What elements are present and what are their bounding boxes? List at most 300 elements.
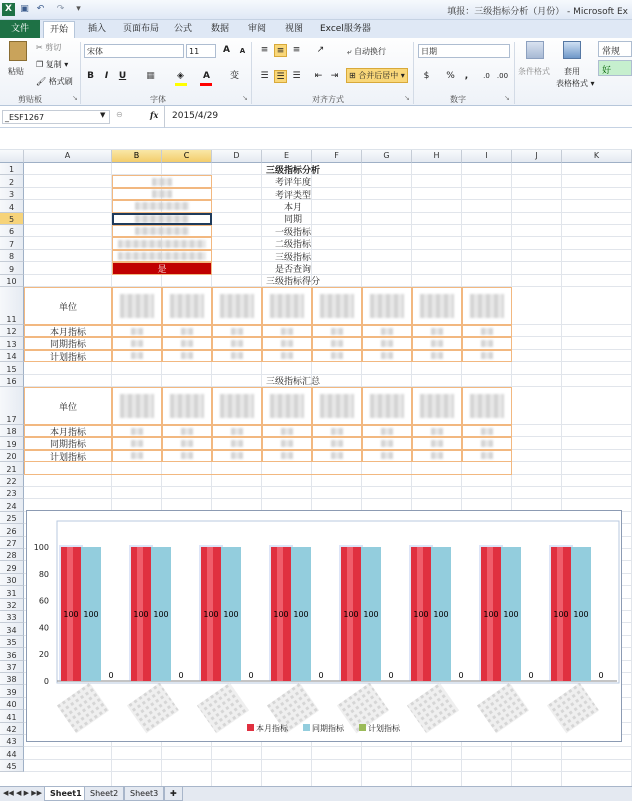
row-header-4[interactable]: 4: [0, 200, 24, 212]
increase-indent-icon[interactable]: ⇥: [330, 71, 339, 81]
number-launcher-icon[interactable]: ↘: [504, 94, 510, 102]
row-header-38[interactable]: 38: [0, 673, 24, 685]
row-header-10[interactable]: 10: [0, 275, 24, 287]
align-top-icon[interactable]: ≡: [260, 45, 269, 55]
alignment-group-label: 对齐方式: [312, 95, 344, 104]
score-table-value-cell: [462, 325, 512, 337]
conditional-format-icon[interactable]: [526, 41, 544, 59]
summary-table-value-cell: [462, 425, 512, 437]
row-header-21[interactable]: 21: [0, 462, 24, 474]
redacted-category-label: [127, 683, 179, 734]
row-header-6[interactable]: 6: [0, 225, 24, 237]
row-header-27[interactable]: 27: [0, 537, 24, 549]
brush-icon: 🖌: [36, 77, 47, 86]
redacted-value: [481, 440, 493, 447]
row-header-44[interactable]: 44: [0, 747, 24, 759]
undo-icon[interactable]: ↶: [36, 4, 45, 14]
data-label: 100: [413, 610, 429, 619]
customize-toolbar-icon[interactable]: ▾: [76, 4, 81, 14]
sheet-tab-1[interactable]: Sheet1: [44, 787, 88, 801]
increase-decimal-icon[interactable]: .0: [483, 72, 490, 80]
font-group-label: 字体: [150, 95, 166, 104]
tab-file[interactable]: 文件: [0, 20, 40, 38]
redacted-value: [281, 352, 293, 359]
summary-table-row-label: 同期指标: [24, 437, 112, 449]
redacted-value: [381, 440, 393, 447]
column-header-c[interactable]: C: [162, 150, 212, 163]
score-table-value-cell: [312, 350, 362, 362]
bold-button[interactable]: B: [87, 71, 94, 81]
redacted-value: [481, 428, 493, 435]
summary-table-unit-name: [362, 387, 412, 425]
decrease-indent-icon[interactable]: ⇤: [314, 71, 323, 81]
redacted-value: [131, 428, 143, 435]
row-header-22[interactable]: 22: [0, 475, 24, 487]
font-color-icon[interactable]: A: [203, 71, 210, 81]
sheet-tab-3[interactable]: Sheet3: [124, 787, 164, 801]
summary-table-value-cell: [462, 437, 512, 449]
row-header-30[interactable]: 30: [0, 574, 24, 586]
grow-font-button[interactable]: A: [223, 45, 230, 55]
row-header-25[interactable]: 25: [0, 512, 24, 524]
row-header-41[interactable]: 41: [0, 710, 24, 722]
scissors-icon: ✂: [36, 43, 43, 52]
fill-color-icon[interactable]: ◈: [177, 71, 184, 81]
copy-label: 复制 ▾: [45, 60, 69, 69]
redacted-value: [331, 452, 343, 459]
redacted-category-label: [477, 683, 529, 734]
style-normal[interactable]: 常规: [598, 41, 632, 57]
score-table-unit-name: [262, 287, 312, 325]
row-header-20[interactable]: 20: [0, 450, 24, 462]
row-header-16[interactable]: 16: [0, 375, 24, 387]
italic-button[interactable]: I: [104, 71, 109, 81]
fill-color-swatch: [175, 83, 187, 86]
score-table-value-cell: [412, 350, 462, 362]
field-value: [112, 200, 212, 212]
row-header-13[interactable]: 13: [0, 337, 24, 349]
align-center-icon[interactable]: ☰: [274, 70, 287, 83]
row-header-18[interactable]: 18: [0, 425, 24, 437]
row-header-19[interactable]: 19: [0, 437, 24, 449]
row-header-29[interactable]: 29: [0, 561, 24, 573]
number-format-select[interactable]: 日期: [418, 44, 510, 58]
redacted-value: [470, 294, 504, 318]
summary-table-value-cell: [262, 425, 312, 437]
redacted-value: [231, 328, 243, 335]
redacted-value: [481, 352, 493, 359]
score-table-row-label: 同期指标: [24, 337, 112, 349]
score-table-unit-name: [212, 287, 262, 325]
score-table-title: 三级指标得分: [265, 277, 320, 287]
redacted-value: [181, 328, 193, 335]
data-label: 100: [553, 610, 569, 619]
align-middle-icon[interactable]: ≡: [274, 44, 287, 57]
redacted-value: [231, 340, 243, 347]
number-group-label: 数字: [450, 95, 466, 104]
row-header-3[interactable]: 3: [0, 188, 24, 200]
row-header-8[interactable]: 8: [0, 250, 24, 262]
clipboard-group-label: 剪贴板: [18, 95, 42, 104]
summary-table-value-cell: [362, 450, 412, 462]
data-label: 0: [528, 671, 534, 680]
data-label: 0: [388, 671, 394, 680]
ribbon: [0, 38, 632, 106]
formula-bar: [0, 106, 632, 128]
comma-button[interactable]: ,: [464, 71, 469, 81]
row-header-11[interactable]: 11: [0, 287, 24, 325]
cut-button[interactable]: [36, 42, 61, 53]
tab-home[interactable]: 开始: [43, 21, 75, 38]
font-name-select[interactable]: 宋体: [84, 44, 184, 58]
row-header-9[interactable]: 9: [0, 262, 24, 274]
redacted-value: [381, 452, 393, 459]
redacted-value: [281, 452, 293, 459]
wrap-text-button[interactable]: [347, 46, 386, 57]
row-header-2[interactable]: 2: [0, 175, 24, 187]
data-label: 100: [573, 610, 589, 619]
format-as-table-line1[interactable]: 套用: [564, 67, 580, 76]
field-label: 考评类型: [274, 190, 311, 201]
row-header-7[interactable]: 7: [0, 237, 24, 249]
redacted-value: [135, 227, 189, 235]
row-header-28[interactable]: 28: [0, 549, 24, 561]
redacted-value: [431, 340, 443, 347]
redacted-value: [181, 440, 193, 447]
tab-data[interactable]: 数据: [211, 24, 230, 34]
copy-icon: ❐: [36, 60, 44, 69]
redacted-value: [481, 328, 493, 335]
row-header-45[interactable]: 45: [0, 760, 24, 772]
paste-button[interactable]: 粘贴: [8, 67, 24, 76]
separator: [413, 42, 414, 104]
format-as-table-line2[interactable]: 表格格式 ▾: [556, 79, 595, 88]
data-label: 100: [83, 610, 99, 619]
data-label: 100: [273, 610, 289, 619]
y-tick-label: 20: [38, 650, 49, 660]
summary-table-row-label: 计划指标: [24, 450, 112, 462]
legend-swatch: [359, 724, 366, 731]
score-table-value-cell: [212, 350, 262, 362]
summary-table-unit-name: [412, 387, 462, 425]
excel-app-icon[interactable]: X: [2, 3, 15, 16]
redacted-value: [220, 294, 254, 318]
gridline: [24, 486, 632, 487]
separator: [80, 42, 81, 104]
font-size-select[interactable]: 11: [186, 44, 216, 58]
row-header-15[interactable]: 15: [0, 362, 24, 374]
summary-table-value-cell: [312, 450, 362, 462]
redacted-value: [481, 452, 493, 459]
percent-button[interactable]: %: [446, 71, 455, 81]
redacted-value: [118, 252, 206, 260]
column-header-h[interactable]: H: [412, 150, 462, 163]
redacted-value: [281, 440, 293, 447]
row-header-33[interactable]: 33: [0, 611, 24, 623]
score-table-value-cell: [162, 350, 212, 362]
redacted-value: [231, 428, 243, 435]
align-left-icon[interactable]: ☰: [260, 71, 269, 81]
cut-label: 剪切: [45, 43, 62, 52]
redacted-value: [181, 428, 193, 435]
summary-table-title: 三级指标汇总: [265, 377, 320, 387]
data-label: 100: [293, 610, 309, 619]
legend-label: 计划指标: [368, 724, 400, 733]
redacted-value: [320, 294, 354, 318]
score-table-value-cell: [312, 325, 362, 337]
summary-table-unit-name: [112, 387, 162, 425]
summary-table-value-cell: [362, 437, 412, 449]
redacted-value: [152, 178, 172, 186]
tab-view[interactable]: 视图: [285, 24, 304, 34]
tab-page-layout[interactable]: 页面布局: [123, 24, 160, 34]
name-box[interactable]: _ESF1267: [2, 110, 110, 124]
tab-insert[interactable]: 插入: [88, 24, 107, 34]
redacted-value: [331, 428, 343, 435]
score-table-unit-name: [362, 287, 412, 325]
redacted-category-label: [197, 683, 249, 734]
row-header-31[interactable]: 31: [0, 586, 24, 598]
data-label: 100: [503, 610, 519, 619]
redacted-value: [131, 440, 143, 447]
score-table-value-cell: [262, 337, 312, 349]
conditional-format-button[interactable]: 条件格式: [518, 67, 550, 76]
data-label: 100: [483, 610, 499, 619]
summary-table-value-cell: [162, 437, 212, 449]
summary-table-value-cell: [112, 425, 162, 437]
row-header-32[interactable]: 32: [0, 599, 24, 611]
row-header-12[interactable]: 12: [0, 325, 24, 337]
formula-input[interactable]: 2015/4/29: [172, 111, 219, 121]
field-label: 二级指标: [274, 240, 311, 250]
redacted-value: [131, 328, 143, 335]
score-table-value-cell: [212, 325, 262, 337]
redacted-value: [135, 202, 189, 210]
score-table-value-cell: [162, 325, 212, 337]
active-cell[interactable]: [112, 213, 212, 225]
merge-center-button[interactable]: ⊞ 合并后居中 ▾: [346, 68, 408, 83]
redacted-value: [431, 428, 443, 435]
score-table-value-cell: [262, 325, 312, 337]
currency-icon[interactable]: $: [423, 71, 430, 81]
redacted-value: [152, 190, 172, 198]
font-launcher-icon[interactable]: ↘: [242, 94, 248, 102]
redacted-value: [431, 352, 443, 359]
copy-button[interactable]: [36, 59, 68, 70]
redacted-value: [181, 452, 193, 459]
redacted-value: [431, 328, 443, 335]
align-bottom-icon[interactable]: ≡: [292, 45, 301, 55]
redacted-value: [381, 428, 393, 435]
redacted-value: [331, 352, 343, 359]
row-header-1[interactable]: 1: [0, 163, 24, 175]
score-table-value-cell: [312, 337, 362, 349]
summary-table-unit-name: [162, 387, 212, 425]
column-header-k[interactable]: K: [562, 150, 632, 163]
format-as-table-icon[interactable]: [563, 41, 581, 59]
row-header-43[interactable]: 43: [0, 735, 24, 747]
redacted-value: [420, 294, 454, 318]
summary-table-row-label: 本月指标: [24, 425, 112, 437]
redacted-value: [381, 352, 393, 359]
redacted-value: [370, 394, 404, 418]
insert-function-icon[interactable]: fx: [150, 110, 159, 120]
summary-table-value-cell: [262, 450, 312, 462]
redacted-category-label: [547, 683, 599, 734]
column-header-a[interactable]: A: [24, 150, 112, 163]
redacted-value: [231, 440, 243, 447]
column-header-d[interactable]: D: [212, 150, 262, 163]
score-table-unit-name: [312, 287, 362, 325]
field-value: [112, 250, 212, 262]
sheet-title: 三级指标分析: [265, 165, 320, 176]
score-table-unit-label: 单位: [24, 287, 112, 325]
redacted-value: [281, 428, 293, 435]
align-right-icon[interactable]: ☰: [292, 71, 301, 81]
save-icon[interactable]: ▣: [20, 4, 29, 14]
score-table-unit-name: [412, 287, 462, 325]
redacted-value: [170, 294, 204, 318]
insert-sheet-icon[interactable]: ✚: [164, 787, 183, 801]
row-header-36[interactable]: 36: [0, 648, 24, 660]
alignment-launcher-icon[interactable]: ↘: [404, 94, 410, 102]
score-table-unit-name: [462, 287, 512, 325]
redacted-category-label: [57, 683, 109, 734]
summary-table-value-cell: [412, 425, 462, 437]
row-header-14[interactable]: 14: [0, 350, 24, 362]
redacted-value: [370, 294, 404, 318]
score-table-value-cell: [212, 337, 262, 349]
phonetic-icon[interactable]: 变: [229, 71, 239, 81]
column-header-j[interactable]: J: [512, 150, 562, 163]
shrink-font-button[interactable]: A: [239, 47, 246, 55]
row-header-35[interactable]: 35: [0, 636, 24, 648]
summary-table-value-cell: [212, 425, 262, 437]
data-label: 100: [363, 610, 379, 619]
sheet-tab-2[interactable]: Sheet2: [84, 787, 124, 801]
border-icon[interactable]: ▦: [146, 71, 155, 81]
redacted-value: [331, 328, 343, 335]
summary-table-value-cell: [212, 450, 262, 462]
redacted-value: [481, 340, 493, 347]
redacted-value: [120, 294, 154, 318]
row-header-34[interactable]: 34: [0, 623, 24, 635]
data-label: 0: [178, 671, 184, 680]
data-label: 100: [63, 610, 79, 619]
tab-review[interactable]: 审阅: [248, 24, 267, 34]
redacted-value: [131, 352, 143, 359]
tab-excel-server[interactable]: Excel服务器: [320, 24, 371, 34]
clipboard-launcher-icon[interactable]: ↘: [72, 94, 78, 102]
summary-table-value-cell: [312, 425, 362, 437]
field-value: [112, 188, 212, 200]
field-value: [112, 237, 212, 249]
sheet-tab-bar: [0, 786, 632, 801]
redacted-value: [431, 440, 443, 447]
redacted-value: [181, 352, 193, 359]
score-table-row-label: 计划指标: [24, 350, 112, 362]
redacted-value: [281, 328, 293, 335]
row-header-39[interactable]: 39: [0, 685, 24, 697]
gridline: [24, 498, 632, 499]
column-header-b[interactable]: B: [112, 150, 162, 163]
tab-formulas[interactable]: 公式: [174, 24, 193, 34]
row-header-26[interactable]: 26: [0, 524, 24, 536]
underline-button[interactable]: U: [118, 71, 127, 81]
format-painter-button[interactable]: [36, 76, 73, 87]
merge-center-label: 合并后居中: [358, 71, 399, 80]
summary-table-unit-name: [462, 387, 512, 425]
bar-chart[interactable]: [26, 510, 622, 742]
orientation-icon[interactable]: ↗: [316, 45, 325, 55]
name-box-dropdown-icon[interactable]: ▼: [100, 111, 106, 119]
row-header-24[interactable]: 24: [0, 499, 24, 511]
column-header-f[interactable]: F: [312, 150, 362, 163]
query-flag: 是: [112, 262, 212, 274]
redacted-value: [170, 394, 204, 418]
cancel-entry-icon[interactable]: ⊖: [116, 110, 123, 119]
style-good[interactable]: 好: [598, 60, 632, 76]
data-label: 0: [458, 671, 464, 680]
redacted-value: [131, 452, 143, 459]
redacted-value: [131, 340, 143, 347]
wrap-text-label: 自动换行: [354, 47, 387, 56]
data-label: 100: [133, 610, 149, 619]
summary-table-value-cell: [312, 437, 362, 449]
separator: [514, 42, 515, 104]
data-label: 100: [153, 610, 169, 619]
select-all-corner[interactable]: [0, 150, 24, 163]
field-label: 同期: [283, 215, 302, 225]
summary-table-unit-name: [262, 387, 312, 425]
redacted-value: [270, 294, 304, 318]
row-header-42[interactable]: 42: [0, 723, 24, 735]
score-table-value-cell: [112, 337, 162, 349]
summary-table-value-cell: [162, 450, 212, 462]
decrease-decimal-icon[interactable]: .00: [496, 72, 509, 80]
redacted-value: [120, 394, 154, 418]
row-header-17[interactable]: 17: [0, 387, 24, 425]
y-tick-label: 80: [38, 569, 49, 579]
data-label: 0: [248, 671, 254, 680]
separator: [164, 106, 165, 128]
data-label: 100: [203, 610, 219, 619]
redacted-value: [420, 394, 454, 418]
paste-icon[interactable]: [9, 41, 27, 61]
row-header-23[interactable]: 23: [0, 487, 24, 499]
y-tick-label: 0: [43, 677, 49, 686]
redo-icon[interactable]: ↷: [56, 4, 65, 14]
legend-label: 同期指标: [312, 724, 344, 733]
column-header-g[interactable]: G: [362, 150, 412, 163]
redacted-value: [270, 394, 304, 418]
tab-nav-arrows-icon[interactable]: ◀◀ ◀ ▶ ▶▶: [3, 789, 42, 797]
score-table-value-cell: [112, 350, 162, 362]
redacted-value: [118, 240, 206, 248]
column-header-e[interactable]: E: [262, 150, 312, 163]
summary-table-unit-name: [212, 387, 262, 425]
column-header-i[interactable]: I: [462, 150, 512, 163]
row-header-40[interactable]: 40: [0, 698, 24, 710]
row-header-37[interactable]: 37: [0, 661, 24, 673]
ribbon-tabs: [0, 20, 632, 38]
score-table-value-cell: [362, 350, 412, 362]
field-label: 是否查询: [274, 264, 311, 275]
row-header-5[interactable]: 5: [0, 213, 24, 225]
redacted-value: [470, 394, 504, 418]
legend-swatch: [247, 724, 254, 731]
field-value: [112, 225, 212, 237]
